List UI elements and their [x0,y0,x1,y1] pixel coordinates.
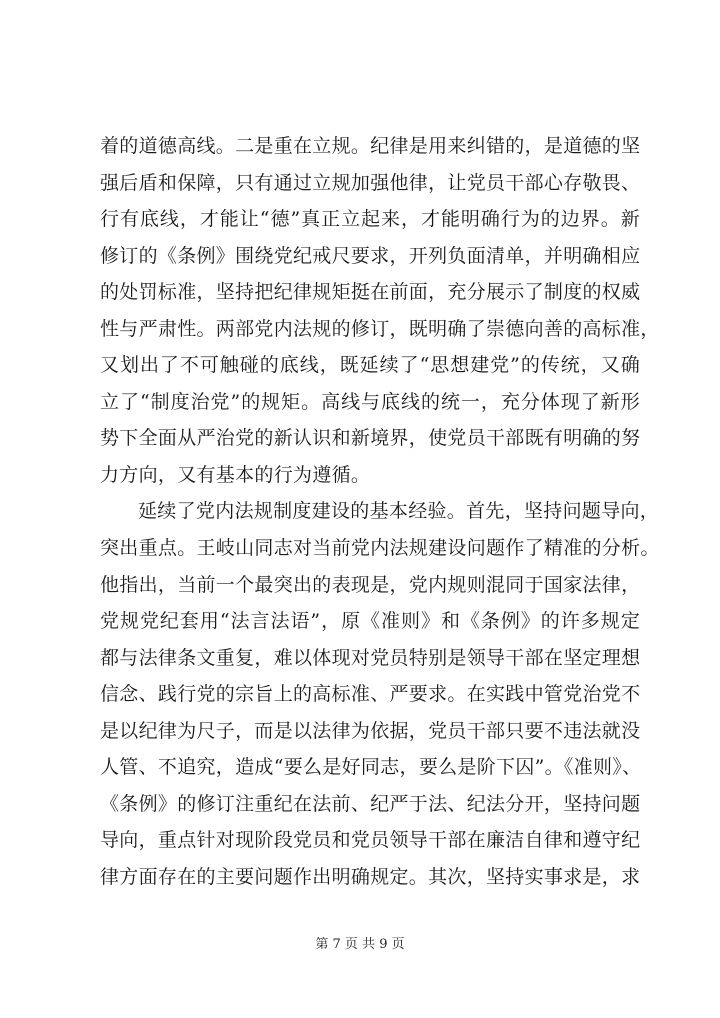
text-line: 行有底线，才能让“德”真正立起来，才能明确行为的边界。新 [100,208,640,231]
text-line: 他指出，当前一个最突出的表现是，党内规则混同于国家法律， [100,573,641,596]
text-line: 党规党纪套用“法言法语”，原《准则》和《条例》的许多规定 [100,610,640,633]
text-line: 立了“制度治党”的规矩。高线与底线的统一，充分体现了新形 [100,390,640,413]
text-line: 都与法律条文重复，难以体现对党员特别是领导干部在坚定理想 [100,646,641,669]
text-line: 力方向，又有基本的行为遵循。 [100,463,371,486]
paragraph-first-line: 延续了党内法规制度建设的基本经验。首先，坚持问题导向， [138,500,660,523]
text-line: 性与严肃性。两部党内法规的修订，既明确了崇德向善的高标准， [100,317,660,340]
text-line: 突出重点。王岐山同志对当前党内法规建设问题作了精准的分析。 [100,537,660,560]
text-line: 是以纪律为尺子，而是以法律为依据，党员干部只要不违法就没 [100,719,641,742]
text-line: 的处罚标准，坚持把纪律规矩挺在前面，充分展示了制度的权威 [100,281,641,304]
text-line: 信念、践行党的宗旨上的高标准、严要求。在实践中管党治党不 [100,683,641,706]
text-line: 导向，重点针对现阶段党员和党员领导干部在廉洁自律和遵守纪 [100,829,641,852]
text-line: 又划出了不可触碰的底线，既延续了“思想建党”的传统，又确 [100,354,640,377]
text-line: 律方面存在的主要问题作出明确规定。其次，坚持实事求是，求 [100,865,641,888]
text-line: 强后盾和保障，只有通过立规加强他律，让党员干部心存敬畏、 [100,171,641,194]
body-text [100,128,660,895]
text-line: 修订的《条例》围绕党纪戒尺要求，开列负面清单，并明确相应 [100,244,641,267]
text-line: 《条例》的修订注重纪在法前、纪严于法、纪法分开，坚持问题 [100,792,641,815]
text-line: 人管、不追究，造成“要么是好同志，要么是阶下囚”。《准则》、 [100,756,642,779]
page-number-footer: 第 7 页 共 9 页 [315,937,405,952]
text-line: 势下全面从严治党的新认识和新境界，使党员干部既有明确的努 [100,427,641,450]
text-line: 着的道德高线。二是重在立规。纪律是用来纠错的，是道德的坚 [100,135,641,157]
